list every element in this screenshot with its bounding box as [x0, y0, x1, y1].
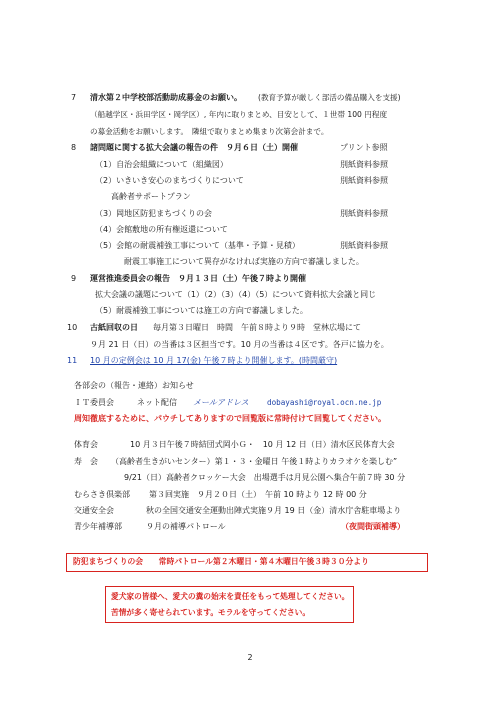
report-youth-note: （夜間街頭補導） — [341, 522, 405, 531]
item-8-reference: プリント参照 — [340, 143, 388, 152]
item-7-note: (教育予算が厳しく部活の備品購入を支援) — [258, 93, 401, 102]
item-10-text: 毎月第３日曜日 時間 午前８時より９時 堂林広場にて — [153, 323, 361, 332]
item-7-line-2: （船越学区・浜田学区・岡学区）, 年内に取りまとめ、目安として、１世帯 100 円程度 — [90, 110, 388, 119]
reports-heading: 各部会の（報告・連絡）お知らせ — [74, 381, 194, 390]
item-9-line-2: 拡大会議の議題について（1）（2）（3）（4）（5）について資料拡大会議と同じ — [95, 290, 377, 299]
report-label-traffic: 交通安全会 — [74, 506, 114, 515]
report-text-kotobuki: （高齢者生きがいセンター）第１・３・金曜日 午後１時よりカラオケを楽しむ” — [111, 457, 398, 466]
item-10-number: 10 — [67, 323, 78, 332]
item-8-sub-5-detail: 耐震工事施工について異存がなければ実施の方向で審議しました。 — [124, 257, 364, 266]
dog-notice-box — [105, 586, 354, 623]
report-label-murasaki: むらさき倶楽部 — [74, 490, 130, 499]
page-number: 2 — [247, 653, 253, 662]
item-9-line-3: （5）耐震補強工事については施工の方向で審議しました。 — [95, 306, 308, 315]
it-committee-text: ネット配信 — [137, 398, 177, 407]
report-text-traffic: 秋の全国交通安全運動出陣式実施９月 19 日（金）清水庁舎駐車場より — [146, 506, 402, 515]
item-8-sub-5: （5）会館の耐震補強工事について（基準・予算・見積） — [95, 241, 300, 250]
item-10-title: 古紙回収の日 — [90, 323, 138, 332]
item-8-sub-3-ref: 別紙資料参照 — [340, 209, 388, 218]
item-8-sub-5-ref: 別紙資料参照 — [340, 241, 388, 250]
item-8-title: 諸問題に関する拡大会議の報告の件 ９月６日（土）開催 — [90, 143, 298, 152]
item-9-title: 運営推進委員会の報告 ９月１３日（土）午後７時より開催 — [90, 274, 306, 283]
item-8-sub-2: （2）いきいき安心のまちづくりについて — [95, 176, 244, 185]
item-11-text: 10 月の定例会は 10 月 17(金) 午後７時より開催します。(時間厳守) — [90, 356, 338, 365]
item-7-number: 7 — [71, 93, 77, 102]
item-7-line-3: の募金活動をお願いします。 隣組で取りまとめ集まり次第会計まで。 — [90, 127, 329, 136]
item-10-line-2: ９月 21 日（日）の当番は３区担当です。10 月の当番は４区です。各戸に協力を。 — [90, 340, 389, 349]
item-11-number: 11 — [67, 356, 78, 365]
item-8-sub-1: （1）自治会組織について（組織図） — [95, 160, 228, 169]
item-9-number: 9 — [71, 274, 77, 283]
dog-notice-line-2: 苦情が多く寄せられています。モラルを守ってください。 — [111, 608, 311, 617]
report-label-kotobuki: 寿 会 — [74, 457, 98, 466]
item-7-title: 清水第２中学校部活動助成募金のお願い。 — [90, 93, 242, 102]
it-committee-label: ＩＴ委員会 — [74, 398, 114, 407]
report-label-youth: 青少年補導部 — [74, 522, 122, 531]
item-8-sub-4: （4）会館敷地の所有権返還について — [95, 225, 228, 234]
it-mail-address: dobayashi@royal.ocn.ne.jp — [267, 398, 382, 407]
report-sub-kotobuki: 9/21（日）高齢者クロッケー大会 出場選手は月見公園へ集合午前７時 30 分 — [124, 473, 406, 482]
item-8-sub-2-ref: 別紙資料参照 — [340, 176, 388, 185]
item-8-sub-3: （3）岡地区防犯まちづくりの会 — [95, 209, 213, 218]
item-8-sub-1-ref: 別紙資料参照 — [340, 160, 388, 169]
report-text-sports: 10 月３日午後７時結団式岡小Ｇ・ 10 月 12 日（日）清水区民体育大会 — [130, 440, 395, 449]
item-8-sub-2-detail: 高齢者サポートプラン — [111, 192, 191, 201]
report-text-murasaki: 第３回実施 ９月２０日（土） 午前 10 時より 12 時 00 分 — [149, 490, 367, 499]
it-mail-label: メールアドレス — [193, 398, 249, 407]
dog-notice-line-1: 愛犬家の皆様へ、愛犬の糞の始末を責任をもって処理してください。 — [111, 592, 350, 601]
patrol-text: 防犯まちづくりの会 常時パトロール第２木曜日・第４木曜日午後３時３０分より — [73, 557, 369, 566]
item-8-number: 8 — [71, 143, 77, 152]
report-label-sports: 体育会 — [74, 440, 98, 449]
report-text-youth: ９月の補導パトロール — [146, 522, 226, 531]
patrol-box — [66, 553, 428, 572]
it-notice: 周知徹底するために、パウチしてありますので回覧版に常時付けて回覧してください。 — [74, 414, 386, 423]
